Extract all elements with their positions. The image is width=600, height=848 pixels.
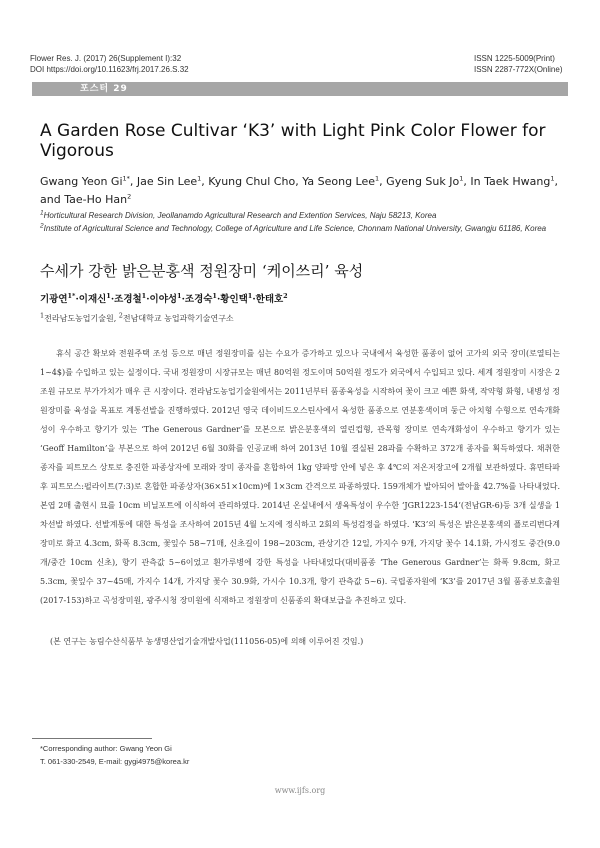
section-band	[32, 82, 568, 96]
footer-url[interactable]: www.ijfs.org	[274, 786, 326, 795]
journal-citation: Flower Res. J. (2017) 26(Supplement I):32	[30, 54, 182, 63]
korean-author-name: ·조경숙	[181, 294, 213, 305]
affiliation-mark: 2	[40, 222, 44, 230]
korean-author-name: ·이재신	[75, 294, 107, 305]
korean-author-mark: 1	[247, 291, 253, 300]
issn-header	[474, 53, 563, 75]
author-name: , In Taek Hwang	[463, 175, 551, 188]
footnote-divider	[32, 738, 152, 739]
korean-author-mark: 1	[106, 291, 111, 300]
affiliation-2	[40, 223, 560, 234]
author-name: , Jae Sin Lee	[129, 175, 198, 188]
korean-author-name: ·한태호	[252, 294, 284, 305]
korean-author-mark: 2	[283, 291, 288, 300]
author-mark: 1*	[122, 174, 130, 183]
korean-author-list	[40, 293, 288, 306]
affiliation-1	[40, 210, 560, 221]
korean-author-name: ·조경철	[110, 294, 142, 305]
korean-affiliation	[40, 313, 234, 324]
affiliation-text: Horticultural Research Division, Jeollanamdo Agricultural Research and Extention Services, Naju 58213, Korea	[43, 211, 437, 220]
author-name: , and Tae-Ho Han	[40, 175, 558, 206]
korean-author-name: ·황인택	[216, 294, 248, 305]
author-mark: 1	[375, 174, 380, 183]
korean-author-mark: 1	[212, 291, 217, 300]
author-mark: 1	[550, 174, 555, 183]
korean-affiliation-text: 전남대학교 농업과학기술연구소	[122, 314, 234, 323]
author-name: , Gyeng Suk Jo	[379, 175, 460, 188]
korean-title: 수세가 강한 밝은분홍색 정원장미 ‘케이쓰리’ 육성	[40, 262, 364, 280]
author-name: Gwang Yeon Gi	[40, 175, 123, 188]
author-contact: T. 061-330-2549, E-mail: gygi4975@korea.kr	[40, 757, 190, 766]
affiliation-mark: 1	[40, 209, 44, 217]
affiliation-text: Institute of Agricultural Science and Technology, College of Agriculture and Life Science, Chonnam National University, Gwangju 61186, Korea	[43, 224, 547, 233]
korean-author-name: 기광연	[40, 294, 68, 305]
author-list	[40, 173, 560, 209]
issn-print: ISSN 1225-5009(Print)	[474, 54, 555, 63]
journal-header	[30, 53, 189, 75]
abstract-body: 휴식 공간 확보와 전원주택 조성 등으로 매년 정원장미를 심는 수요가 증가하고 있으나 국내에서 육성한 품종이 없어 고가의 외국 장미(로열티는 1~4$)를 수입하고 있는 실정이다. 국내 정원장미 시장규모는 매년 80억원 정도이며 50억원 정도가 외국에서 수입되고 있다. 세계 정원장미 시장은 2조원 규모로 부가가치가 매우 큰 시장이다. 전라남도농업기술원에서는 2011년부터 품종육성을 시작하여 꽃이 크고 예쁜 화색, 작약형 화형, 내병성 정원장미를 육성을 목표로 계통선발을 진행하였다. 2012년 영국 데이비드오스틴사에서 육성한 품종으로 연분홍색이며 둥근 아치형 수형으로 연속개화성이 우수하고 향기가 있는 ‘The Generous Gardner’를 모본으로 밝은분홍색의 열린컵형, 관목형 장미로 연속개화성이 우수하고 향기가 있는 ‘Geoff Hamilton’을 부본으로 하여 2012년 6월 30화를 인공교배 하여 2013년 10월 결실된 28과를 수확하고 372개 종자를 획득하였다. 채취한 종자를 피트모스 상토로 충진한 파종상자에 모래와 장미 종자를 혼합하여 1kg 양파망 안에 넣은 후 4℃의 저온저장고에 2개월 보관하였다. 휴면타파 후 피트모스:펄라이트(7:3)로 혼합한 파종상자(36×51×10cm)에 1×3cm 간격으로 파종하였다. 159개체가 발아되어 발아율 42.7%를 나타내었다. 본엽 2매 출현시 묘를 10cm 비닐포트에 이식하여 관리하였다. 2014년 온실내에서 생육특성이 우수한 ‘JGR1223-154’(전남GR-6)등 3개 실생을 1차선발 하였다. 선발계통에 대한 특성을 조사하여 2015년 4월 노지에 정식하고 2회의 특성검정을 하였다. ‘K3’의 특성은 밝은분홍색의 플로리번다계 장미로 화고 4.3cm, 화폭 8.3cm, 꽃잎수 58~71매, 신초길이 198~203cm, 관상기간 12일, 가지수 9개, 가지당 꽃수 14.1화, 가시정도 중간(9.0개/중간 10cm 신초), 향기 관측값 5~6이었고 흰가루병에 강한 특성을 나타내었다(대비품종 ‘The Generous Gardner’는 화폭 9.8cm, 화고 5.3cm, 꽃잎수 37~45매, 가지수 14개, 가지당 꽃수 30.9화, 가시수 10.3개, 향기 관측값 5~6). 국립종자원에 ‘K3’를 2017년 3월 품종보호출원(2017-153)하고 곡성장미원, 광주시청 장미원에 식재하고 정원장미 신품종의 확대보급을 추진하고 있다.	[40, 349, 560, 605]
author-name: , Kyung Chul Cho, Ya Seong Lee	[201, 175, 376, 188]
section-label: 포스터 29	[80, 84, 128, 94]
corresponding-author: *Corresponding author: Gwang Yeon Gi	[40, 744, 172, 753]
author-mark: 2	[127, 192, 132, 201]
author-mark: 1	[197, 174, 202, 183]
acknowledgment: (본 연구는 농림수산식품부 농생명산업기술개발사업(111056-05)에 의해 이루어진 것임.)	[50, 637, 364, 646]
korean-affiliation-mark: 1	[40, 311, 45, 320]
korean-author-name: ·이야성	[146, 294, 178, 305]
korean-affiliation-text: 전라남도농업기술원,	[44, 314, 119, 323]
doi-link[interactable]: DOI https://doi.org/10.11623/frj.2017.26.S.32	[30, 65, 189, 74]
korean-author-mark: 1	[141, 291, 147, 300]
issn-online: ISSN 2287-772X(Online)	[474, 65, 563, 74]
korean-affiliation-mark: 2	[118, 311, 123, 320]
paper-title: A Garden Rose Cultivar ‘K3’ with Light Pink Color Flower for Vigorous	[40, 121, 546, 161]
korean-author-mark: 1*	[67, 291, 76, 300]
author-mark: 1	[459, 174, 464, 183]
korean-author-mark: 1	[177, 291, 182, 300]
